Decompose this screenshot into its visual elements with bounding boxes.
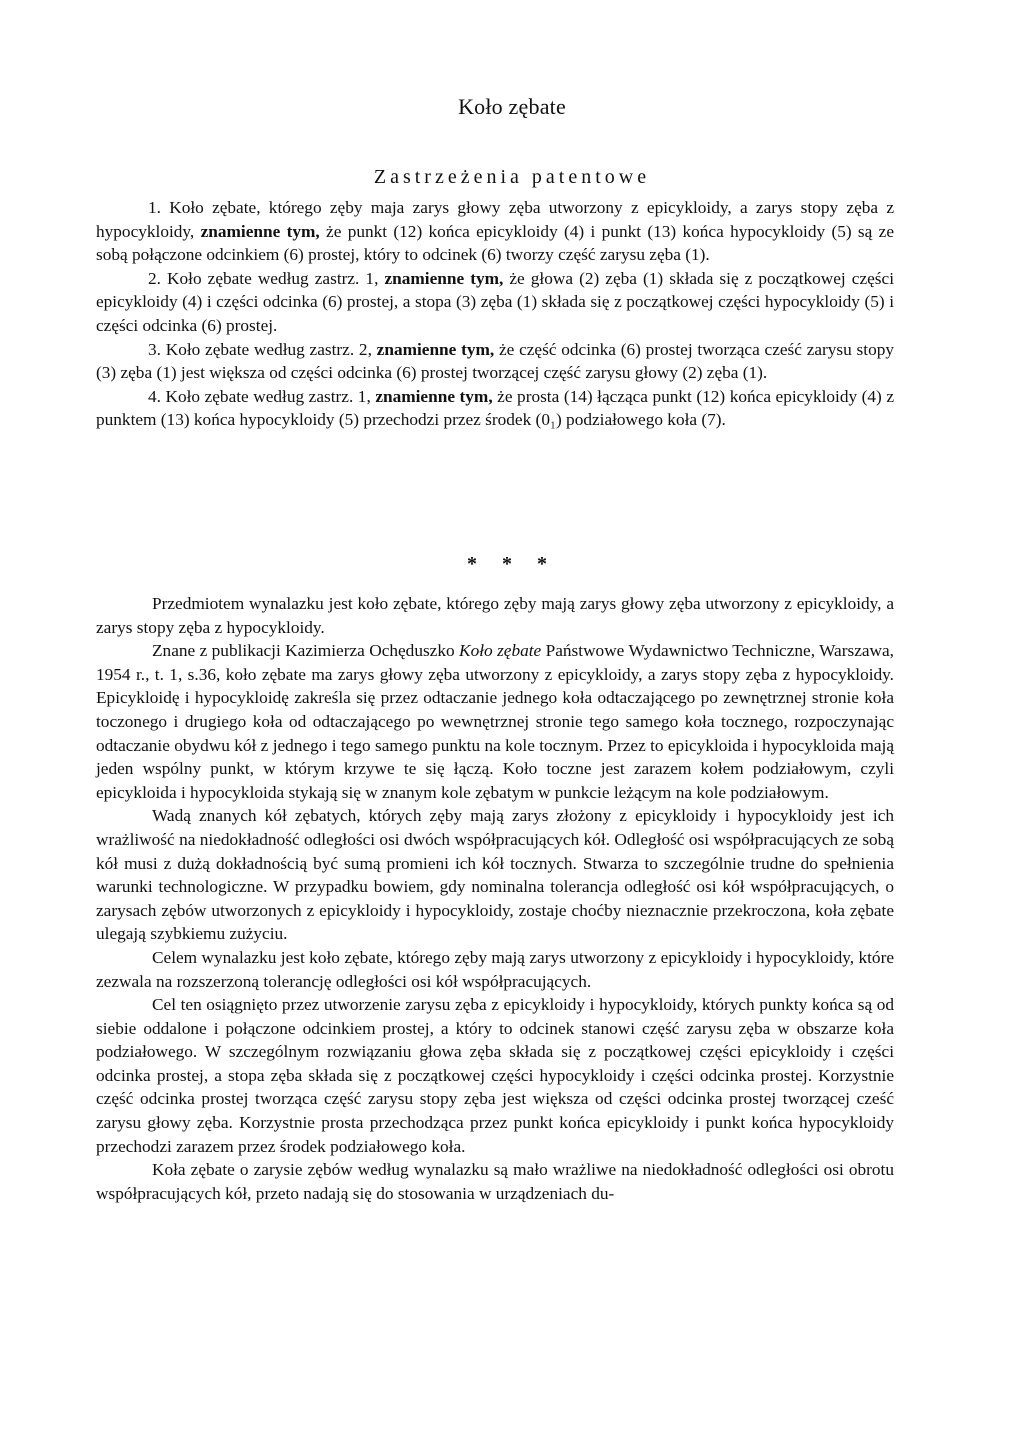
description-paragraph-5: Cel ten osiągnięto przez utworzenie zarysu zęba z epicykloidy i hypocykloidy, których punkty końca są od siebie oddalone i połączone odcinkiem prostej, a który to odcinek stanowi część zarysu zęba w obszarze koła podziałowego. W szczególnym rozwiązaniu głowa zęba składa się z początkowej części epicykloidy i części odcinka prostej, a stopa zęba składa się z początkowej części hypocykloidy i części odcinka prostej. Korzystnie część odcinka prostej tworząca część zarysu stopy zęba jest większa od części odcinka prostej tworzącej cześć zarysu głowy zęba. Korzystnie prosta przechodząca przez punkt końca epicykloidy i punkt końca hypocykloidy przechodzi zarazem przez środek podziałowego koła. [96,995,894,1156]
description-section [96,592,894,1205]
paragraph-text: Znane z publikacji Kazimierza Ochęduszko [152,641,460,661]
claims-section [96,196,894,432]
claim-text: 3. Koło zębate według zastrz. 2, [148,339,377,359]
description-paragraph-1: Przedmiotem wynalazku jest koło zębate, którego zęby mają zarys głowy zęba utworzony z epicykloidy, a zarys stopy zęba z hypocykloidy. [96,594,894,637]
claim-keyword: znamienne tym, [384,268,504,288]
claim-text: że punkt (12) końca epicykloidy (4) i punkt (13) końca hypocykloidy (5) są ze sobą połączone odcinkiem (6) prostej, który to odcinek (6) tworzy część zarysu zęba (1). [96,221,894,265]
description-paragraph-2 [96,639,894,804]
section-separator-stars: * * * [467,553,557,575]
claim-text: 1. Koło zębate, którego zęby maja zarys głowy zęba utworzony z epicykloidy, a zarys stopy zęba z hypocykloidy, [96,198,894,241]
document-title: Koło zębate [458,94,566,119]
claim-text: 4. Koło zębate według zastrz. 1, [148,386,376,406]
claim-text: 2. Koło zębate według zastrz. 1, [148,268,385,288]
claim-text: że głowa (2) zęba (1) składa się z początkowej części epicykloidy (4) i części odcinka (6) prostej, a stopa (3) zęba (1) składa się z początkowej części hypocykloidy (5) i części odcinka (6) prostej. [96,268,895,335]
claim-keyword: znamienne tym, [200,221,320,241]
claim-3 [96,338,894,385]
description-paragraph-6: Koła zębate o zarysie zębów według wynalazku są mało wrażliwe na niedokładność odległości osi obrotu współpracujących kół, przeto nadają się do stosowania w urządzeniach du- [96,1160,894,1203]
publication-title: Koło zębate [459,641,542,661]
claim-keyword: znamienne tym, [376,339,495,359]
description-paragraph-3: Wadą znanych kół zębatych, których zęby mają zarys złożony z epicykloidy i hypocykloidy jest ich wrażliwość na niedokładność odległości osi dwóch współpracujących kół. Odległość osi współpracujących ze sobą kół musi z dużą dokładnością być sumą promieni ich kół tocznych. Stwarza to szczególnie trudne do spełnienia warunki technologiczne. W przypadku bowiem, gdy nominalna tolerancja odległość osi kół współpracujących, o zarysach zębów utworzonych z epicykloidy i hypocykloidy, zostaje choćby nieznacznie przekroczona, koła zębate ulegają szybkiemu zużyciu. [96,806,894,944]
claim-2 [96,267,894,338]
description-paragraph-4: Celem wynalazku jest koło zębate, którego zęby mają zarys utworzony z epicykloidy i hypocykloidy, które zezwala na rozszerzoną tolerancję odległości osi kół współpracujących. [96,947,894,991]
claim-keyword: znamienne tym, [375,386,493,406]
claim-4 [96,385,894,432]
claim-1 [96,196,894,267]
claim-text: że prosta (14) łącząca punkt (12) końca epicykloidy (4) z punktem (13) końca hypocykloidy (5) przechodzi przez środek (0₁) podziałowego koła (7). [96,386,894,430]
claims-heading: Zastrzeżenia patentowe [373,166,651,188]
paragraph-text: Państwowe Wydawnictwo Techniczne, Warszawa, 1954 r., t. 1, s.36, koło zębate ma zarys głowy zęba utworzony z epicykloidy, a zarys stopy zęba z hypocykloidy. Epicykloidę i hypocykloidę zakreśla się przez odtaczanie jednego koła odtaczającego po zewnętrznej stronie koła toczonego i drugiego koła od odtaczającego po wewnętrznej stronie tego samego koła tocznego, rozpoczynając odtaczanie obydwu kół z jednego i tego samego punktu na kole tocznym. Przez to epicykloida i hypocykloida mają jeden wspólny punkt, w którym krzywe te się łączą. Koło toczne jest zarazem kołem podziałowym, czyli epicykloida i hypocykloida stykają się w znanym kole zębatym w punkcie leżącym na kole podziałowym. [96,641,895,802]
claim-text: że część odcinka (6) prostej tworząca cześć zarysu stopy (3) zęba (1) jest większa od części odcinka (6) prostej tworzącej część zarysu głowy (2) zęba (1). [96,339,894,383]
